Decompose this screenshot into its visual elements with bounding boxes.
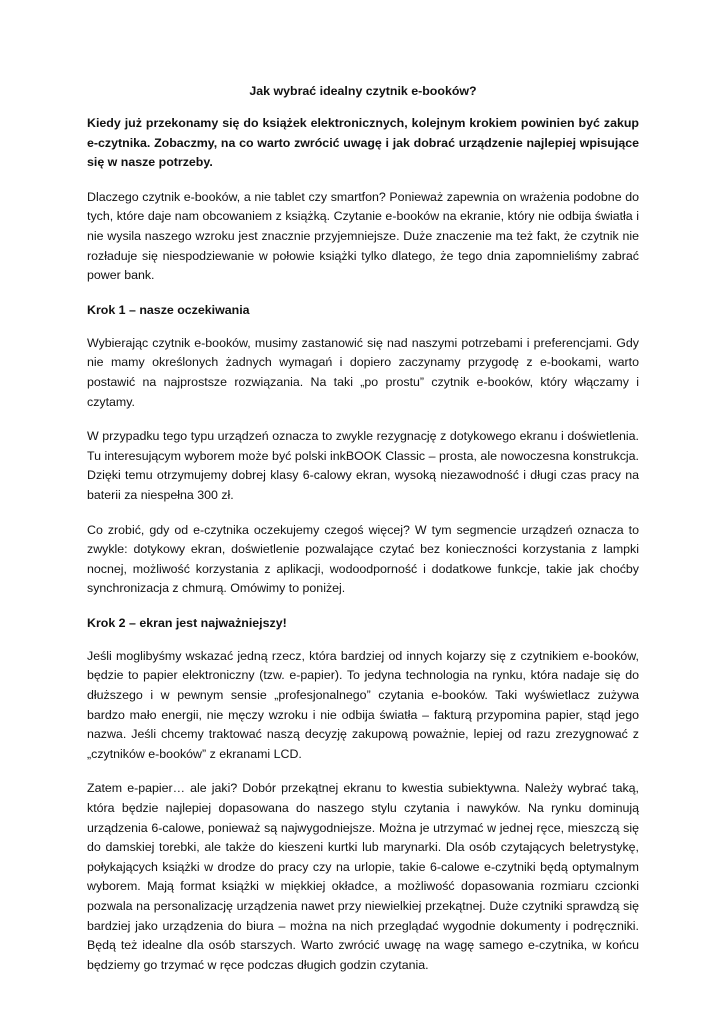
section-1-heading: Krok 1 – nasze oczekiwania xyxy=(87,302,250,317)
intro-paragraph: Dlaczego czytnik e-booków, a nie tablet czy smartfon? Ponieważ zapewnia on wrażenia podobne do tych, które daje nam obcowaniem z książką. Czytanie e-booków na ekranie, który nie odbija światła i nie wysila naszego wzroku jest znacznie przyjemniejsze. Duże znaczenie ma też fakt, że czytnik nie rozładuje się niespodziewanie w połowie książki tylko dlatego, że tego dnia zapomnieliśmy zabrać power bank. xyxy=(87,189,639,283)
section-1-paragraph-2: W przypadku tego typu urządzeń oznacza to zwykle rezygnację z dotykowego ekranu i doświetlenia. Tu interesującym wyborem może być polski inkBOOK Classic – prosta, ale nowoczesna konstrukcja. Dzięki temu otrzymujemy dobrej klasy 6-calowy ekran, wysoką niezawodność i długi czas pracy na baterii za niespełna 300 zł. xyxy=(87,429,639,502)
lead-paragraph: Kiedy już przekonamy się do książek elektronicznych, kolejnym krokiem powinien być zakup e-czytnika. Zobaczmy, na co warto zwrócić uwagę i jak dobrać urządzenie najlepiej wpisujące się w nasze potrzeby. xyxy=(87,116,639,170)
document-page xyxy=(87,82,639,990)
document-title: Jak wybrać idealny czytnik e-booków? xyxy=(249,84,477,98)
section-2-paragraph-2: Zatem e-papier… ale jaki? Dobór przekątnej ekranu to kwestia subiektywna. Należy wybrać taką, która będzie najlepiej dopasowana do naszego stylu czytania i nawyków. Na rynku dominują urządzenia 6-calowe, ponieważ są najwygodniejsze. Można je utrzymać w jednej ręce, mieszczą się do damskiej torebki, ale także do kieszeni kurtki lub marynarki. Dla osób czytających beletrystykę, połykających książki w drodze do pracy czy na urlopie, takie 6-calowe e-czytniki będą optymalnym wyborem. Mają format książki w miękkiej okładce, a możliwość dopasowania rozmiaru czcionki pozwala na personalizację urządzenia nawet przy niewielkiej przekątnej. Duże czytniki sprawdzą się bardziej jako urządzenia do biura – można na nich przeglądać wygodnie dokumenty i podręczniki. Będą też idealne dla osób starszych. Warto zwrócić uwagę na wagę samego e-czytnika, w końcu będziemy go trzymać w ręce podczas długich godzin czytania. xyxy=(87,781,639,972)
section-2-paragraph-1: Jeśli moglibyśmy wskazać jedną rzecz, która bardziej od innych kojarzy się z czytnikiem e-booków, będzie to papier elektroniczny (tzw. e-papier). To jedyna technologia na rynku, która nadaje się do dłuższego i w pewnym sensie „profesjonalnego” czytania e-booków. Taki wyświetlacz zużywa bardzo mało energii, nie męczy wzroku i nie odbija światła – fakturą przypomina papier, stąd jego nazwa. Jeśli chcemy traktować naszą decyzję zakupową poważnie, lepiej od razu zrezygnować z „czytników e-booków” z ekranami LCD. xyxy=(87,648,639,761)
section-2-heading: Krok 2 – ekran jest najważniejszy! xyxy=(87,615,287,630)
section-1-paragraph-3: Co zrobić, gdy od e-czytnika oczekujemy czegoś więcej? W tym segmencie urządzeń oznacza to zwykle: dotykowy ekran, doświetlenie pozwalające czytać bez konieczności korzystania z lampki nocnej, możliwość korzystania z aplikacji, wodoodporność i dodatkowe funkcje, takie jak choćby synchronizacja z chmurą. Omówimy to poniżej. xyxy=(87,522,639,596)
section-1-paragraph-1: Wybierając czytnik e-booków, musimy zastanowić się nad naszymi potrzebami i preferencjami. Gdy nie mamy określonych żadnych wymagań i dopiero zaczynamy przygodę z e-bookami, warto postawić na najprostsze rozwiązania. Na taki „po prostu” czytnik e-booków, który włączamy i czytamy. xyxy=(87,335,639,409)
